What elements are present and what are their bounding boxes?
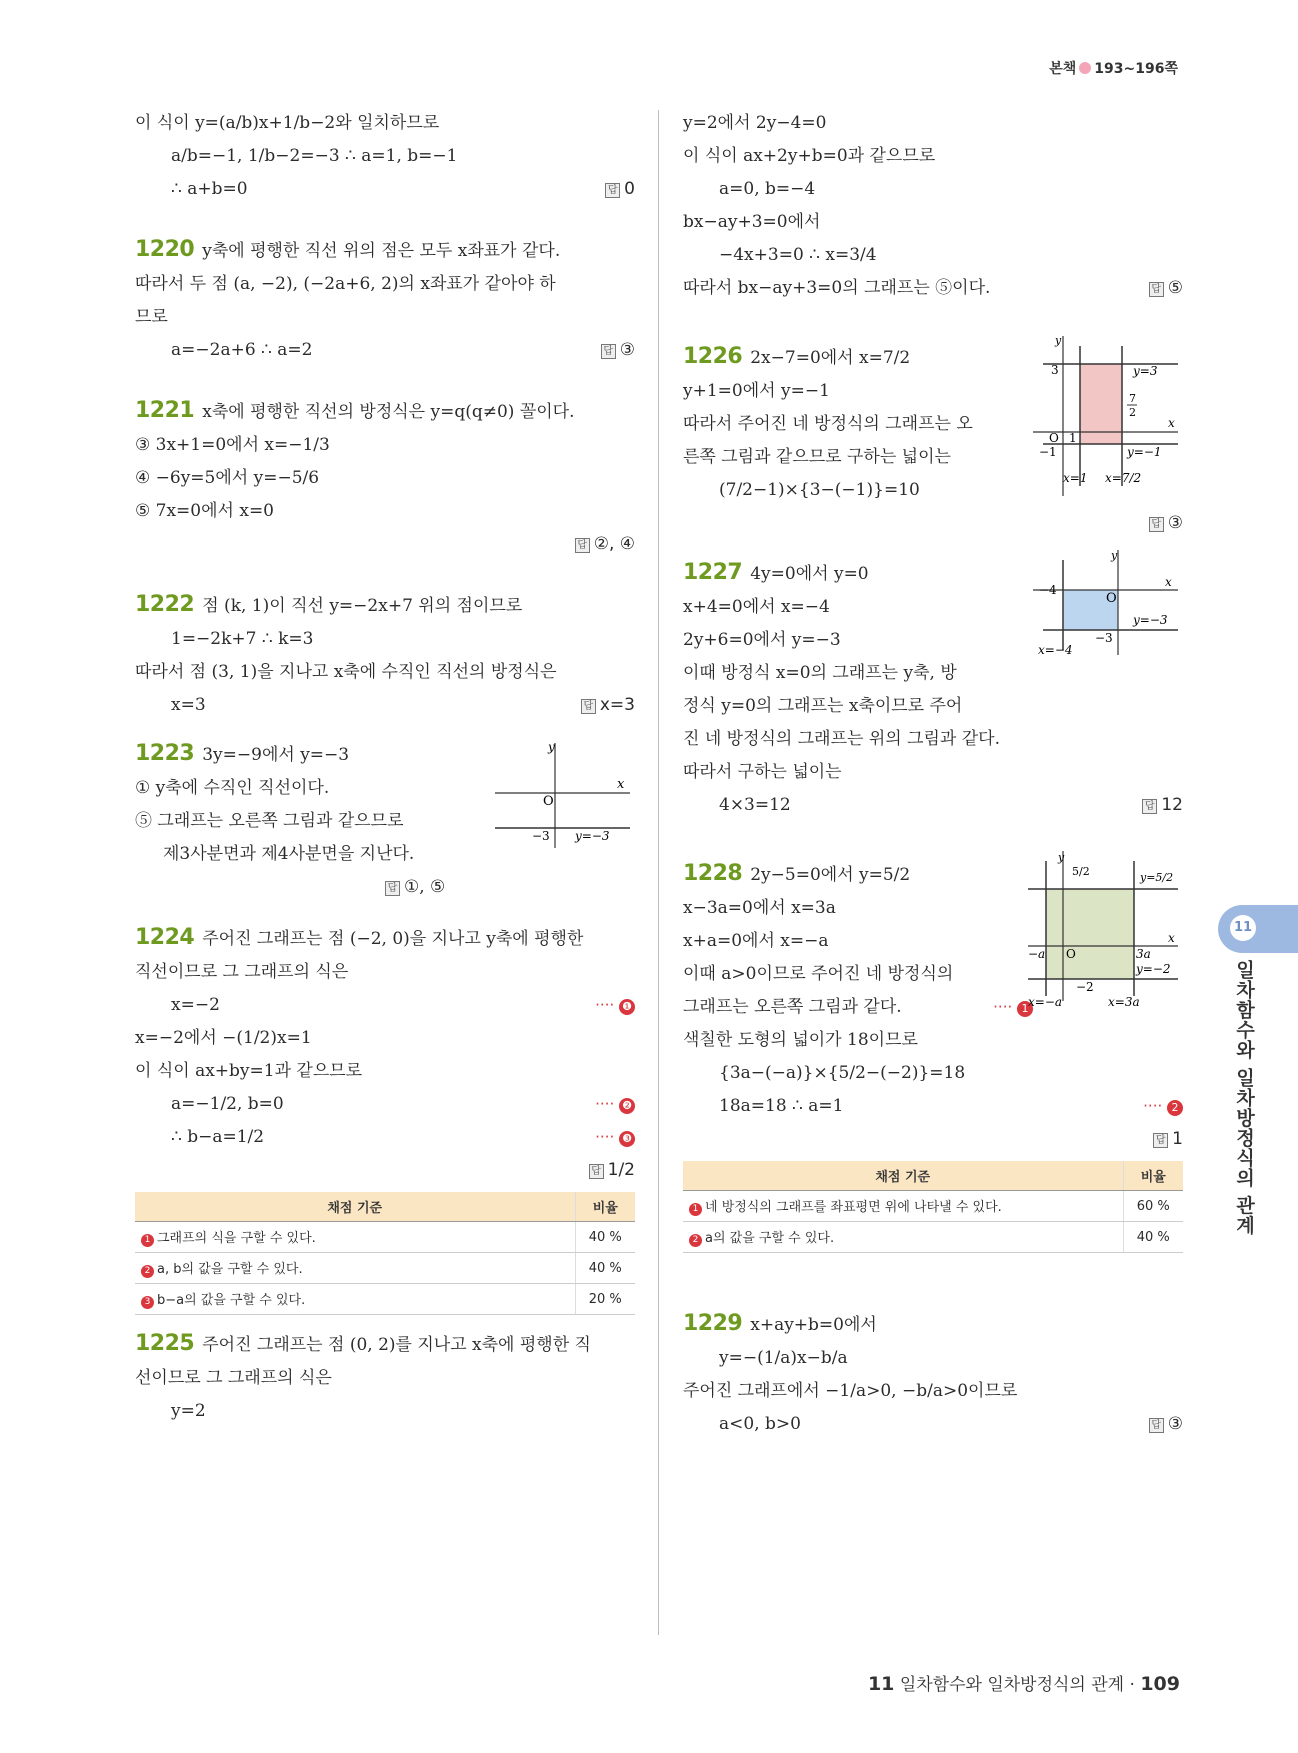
text-line: y=2: [171, 1401, 206, 1421]
problem-1226: [683, 336, 1183, 546]
answer-icon: 답: [1142, 799, 1157, 814]
text-line: 이때 a>0이므로 주어진 네 방정식의: [683, 964, 954, 984]
text-line: 주어진 그래프는 점 (0, 2)를 지나고 x축에 평행한 직: [202, 1335, 591, 1355]
answer: [385, 877, 445, 897]
problem-number: 1227: [683, 560, 743, 585]
text-line: ∴ a+b=0: [171, 179, 248, 199]
line-label: x=−4: [1038, 643, 1073, 657]
line-label: x=3a: [1108, 995, 1140, 1009]
text-line: x+a=0에서 x=−a: [683, 931, 829, 951]
step-2-icon: ❷: [619, 1098, 635, 1114]
text-line: 점 (k, 1)이 직선 y=−2x+7 위의 점이므로: [202, 596, 523, 616]
text-line: x=−2: [171, 995, 220, 1015]
text-line: 므로: [135, 307, 168, 327]
criteria-ratio: 40 %: [575, 1222, 635, 1253]
criteria-mark-icon: 1: [141, 1234, 154, 1247]
graph-1223: [495, 743, 635, 853]
text-line: ③ 3x+1=0에서 x=−1/3: [135, 435, 330, 455]
text-line: ① y축에 수직인 직선이다.: [135, 778, 330, 798]
text-line: 색칠한 도형의 넓이가 18이므로: [683, 1030, 918, 1050]
chapter-side-title: 일차함수와 일차방정식의 관계: [1233, 960, 1255, 1236]
problem-number: 1226: [683, 344, 743, 369]
table-row: [683, 1191, 1183, 1222]
fraction-den: 2: [1129, 406, 1136, 419]
answer: [581, 694, 635, 716]
column-divider: [658, 110, 659, 1635]
text-line: 주어진 그래프는 점 (−2, 0)을 지나고 y축에 평행한: [202, 929, 584, 949]
tick-label: 3a: [1136, 947, 1151, 961]
text-line: 이 식이 ax+by=1과 같으므로: [135, 1061, 363, 1081]
answer-icon: 답: [575, 538, 590, 553]
footer-title: 일차함수와 일차방정식의 관계: [899, 1675, 1125, 1695]
text-line: 정식 y=0의 그래프는 x축이므로 주어: [683, 696, 963, 716]
text-line: x=−2에서 −(1/2)x=1: [135, 1028, 312, 1048]
text-line: 따라서 bx−ay+3=0의 그래프는 ⑤이다.: [683, 278, 991, 298]
problem-1228: [683, 851, 1183, 1150]
axis-label-x: x: [1168, 931, 1175, 945]
tick-label: −3: [532, 829, 550, 843]
answer-value: 1/2: [607, 1160, 635, 1180]
answer: [1149, 512, 1183, 534]
answer-icon: 답: [589, 1164, 604, 1179]
tick-label: 5/2: [1072, 865, 1090, 878]
header-book: 본책: [1049, 61, 1077, 77]
answer: [1149, 1413, 1183, 1435]
chapter-tab-number: 11: [1230, 915, 1256, 941]
text-line: −4x+3=0 ∴ x=3/4: [719, 245, 877, 265]
answer: [1149, 277, 1183, 299]
problem-number: 1221: [135, 398, 195, 423]
tick-label: −1: [1039, 445, 1057, 459]
answer-value: 12: [1161, 795, 1183, 815]
table-row: [683, 1222, 1183, 1253]
answer: [1142, 794, 1183, 816]
step-marker: ···· ❸: [595, 1126, 635, 1148]
table-header: 채점 기준: [135, 1192, 575, 1222]
tick-label: −3: [1095, 631, 1113, 645]
graph-1228: [1028, 851, 1183, 1011]
answer-value: ②, ④: [593, 534, 635, 554]
right-column: [683, 112, 1183, 1446]
problem-1223: [135, 743, 635, 913]
text-line: bx−ay+3=0에서: [683, 212, 821, 232]
page-footer: [868, 1670, 1180, 1695]
tick-label: 3: [1051, 363, 1059, 377]
axis-label-x: x: [1165, 575, 1172, 589]
text-line: 3y=−9에서 y=−3: [202, 745, 350, 765]
answer: [605, 178, 635, 200]
answer-value: 1: [1172, 1129, 1183, 1149]
answer-value: x=3: [599, 695, 635, 715]
axis-label-x: x: [1168, 416, 1175, 430]
graph-1226: [1033, 336, 1183, 506]
text-line: ⑤ 7x=0에서 x=0: [135, 501, 275, 521]
answer-value: ①, ⑤: [404, 877, 446, 897]
problem-number: 1225: [135, 1331, 195, 1356]
axis-label-y: y: [1055, 336, 1062, 347]
page-header: [1049, 58, 1178, 78]
text-line: 1=−2k+7 ∴ k=3: [171, 629, 314, 649]
scoring-table: [683, 1161, 1183, 1253]
text-line: y+1=0에서 y=−1: [683, 381, 830, 401]
page-number: 109: [1140, 1673, 1180, 1695]
criteria-text: a, b의 값을 구할 수 있다.: [157, 1262, 303, 1277]
line-label: x=1: [1063, 471, 1088, 485]
text-line: 그래프는 오른쪽 그림과 같다.: [683, 997, 902, 1017]
table-header: 비율: [575, 1192, 635, 1222]
line-label: y=−2: [1136, 962, 1171, 976]
step-marker: ···· 1: [993, 996, 1033, 1018]
criteria-ratio: 60 %: [1123, 1191, 1183, 1222]
text-line: 따라서 주어진 네 방정식의 그래프는 오: [683, 414, 973, 434]
table-row: [135, 1284, 635, 1315]
text-line: a=−1/2, b=0: [171, 1094, 284, 1114]
text-line: a=−2a+6 ∴ a=2: [171, 340, 313, 360]
text-line: x−3a=0에서 x=3a: [683, 898, 836, 918]
answer-icon: 답: [1149, 1418, 1164, 1433]
step-marker: ···· ❷: [595, 1093, 635, 1115]
table-header: 비율: [1123, 1161, 1183, 1191]
step-2-icon: 2: [1167, 1100, 1183, 1116]
answer-value: ⑤: [1167, 278, 1183, 298]
text-line: x축에 평행한 직선의 방정식은 y=q(q≠0) 꼴이다.: [202, 402, 575, 422]
axis-label-y: y: [548, 743, 555, 754]
answer-value: ③: [619, 340, 635, 360]
origin-label: O: [1049, 431, 1059, 445]
text-line: x+ay+b=0에서: [750, 1315, 877, 1335]
text-line: 이 식이 ax+2y+b=0과 같으므로: [683, 146, 936, 166]
text-line: 른쪽 그림과 같으므로 구하는 넓이는: [683, 447, 951, 467]
step-marker: ···· ❶: [595, 994, 635, 1016]
text-line: 따라서 두 점 (a, −2), (−2a+6, 2)의 x좌표가 같아야 하: [135, 274, 556, 294]
text-line: y축에 평행한 직선 위의 점은 모두 x좌표가 같다.: [202, 241, 561, 261]
text-line: y=−(1/a)x−b/a: [719, 1348, 848, 1368]
left-column: [135, 112, 635, 1433]
answer: [601, 339, 635, 361]
criteria-text: 그래프의 식을 구할 수 있다.: [157, 1231, 316, 1246]
tick-label: −a: [1028, 947, 1046, 961]
answer-value: 0: [624, 179, 635, 199]
axis-label-y: y: [1111, 550, 1118, 562]
header-pages: 193~196쪽: [1094, 61, 1178, 77]
line-label: x=−a: [1028, 995, 1063, 1009]
problem-number: 1220: [135, 237, 195, 262]
footer-chapter: 11: [867, 1673, 895, 1695]
line-label: y=−1: [1127, 445, 1162, 459]
answer-value: ③: [1167, 513, 1183, 533]
criteria-mark-icon: 2: [141, 1265, 154, 1278]
criteria-ratio: 40 %: [1123, 1222, 1183, 1253]
line-label: y=−3: [575, 829, 610, 843]
text-line: 4y=0에서 y=0: [750, 564, 869, 584]
answer-icon: 답: [1149, 282, 1164, 297]
problem-number: 1222: [135, 592, 195, 617]
text-line: a/b=−1, 1/b−2=−3 ∴ a=1, b=−1: [171, 146, 458, 166]
text-line: 주어진 그래프에서 −1/a>0, −b/a>0이므로: [683, 1381, 1018, 1401]
problem-1227: [683, 550, 1183, 816]
answer-value: ③: [1167, 1414, 1183, 1434]
step-3-icon: ❸: [619, 1131, 635, 1147]
line-label: y=5/2: [1140, 871, 1174, 884]
text-line: 선이므로 그 그래프의 식은: [135, 1368, 332, 1388]
text-line: 2y+6=0에서 y=−3: [683, 630, 841, 650]
text-line: 따라서 점 (3, 1)을 지나고 x축에 수직인 직선의 방정식은: [135, 662, 557, 682]
text-line: 이때 방정식 x=0의 그래프는 y축, 방: [683, 663, 957, 683]
footer-separator: ·: [1129, 1675, 1135, 1695]
answer-icon: 답: [601, 344, 616, 359]
origin-label: O: [1066, 947, 1076, 961]
criteria-mark-icon: 3: [141, 1296, 154, 1309]
step-1-icon: 1: [1017, 1001, 1033, 1017]
text-line: ⑤ 그래프는 오른쪽 그림과 같으므로: [135, 811, 404, 831]
line-label: x=7/2: [1105, 471, 1142, 485]
step-marker: ···· 2: [1143, 1095, 1183, 1117]
answer-icon: 답: [1149, 517, 1164, 532]
shaded-region: [1046, 889, 1134, 979]
answer: [575, 533, 635, 555]
answer-icon: 답: [581, 699, 596, 714]
problem-number: 1223: [135, 741, 195, 766]
text-line: ④ −6y=5에서 y=−5/6: [135, 468, 320, 488]
text-line: x+4=0에서 x=−4: [683, 597, 830, 617]
answer-icon: 답: [385, 881, 400, 896]
text-line: ∴ b−a=1/2: [171, 1127, 265, 1147]
problem-number: 1229: [683, 1311, 743, 1336]
answer: [1153, 1128, 1183, 1150]
fraction-num: 7: [1129, 392, 1136, 405]
answer-icon: 답: [1153, 1133, 1168, 1148]
text-line: 진 네 방정식의 그래프는 위의 그림과 같다.: [683, 729, 1001, 749]
text-line: a<0, b>0: [719, 1414, 801, 1434]
text-line: x=3: [171, 695, 206, 715]
text-line: {3a−(−a)}×{5/2−(−2)}=18: [719, 1063, 966, 1083]
scoring-table: [135, 1192, 635, 1315]
text-line: 18a=18 ∴ a=1: [719, 1096, 844, 1116]
origin-label: O: [1106, 591, 1117, 606]
criteria-text: 네 방정식의 그래프를 좌표평면 위에 나타낼 수 있다.: [705, 1200, 1002, 1215]
line-label: y=−3: [1133, 613, 1168, 627]
answer-icon: 답: [605, 183, 620, 198]
problem-number: 1228: [683, 861, 743, 886]
text-line: (7/2−1)×{3−(−1)}=10: [719, 480, 920, 500]
tick-label: −2: [1076, 980, 1094, 994]
axis-label-x: x: [617, 777, 625, 792]
tick-label: −4: [1039, 583, 1057, 597]
table-row: [135, 1253, 635, 1284]
criteria-text: a의 값을 구할 수 있다.: [705, 1231, 835, 1246]
axis-label-y: y: [1058, 851, 1065, 864]
line-label: y=3: [1133, 364, 1158, 378]
criteria-mark-icon: 2: [689, 1234, 702, 1247]
criteria-mark-icon: 1: [689, 1203, 702, 1216]
graph-1227: [1033, 550, 1183, 660]
step-1-icon: ❶: [619, 999, 635, 1015]
text-line: a=0, b=−4: [719, 179, 816, 199]
text-line: 따라서 구하는 넓이는: [683, 762, 842, 782]
problem-number: 1224: [135, 925, 195, 950]
tick-label: 1: [1069, 431, 1077, 445]
table-row: [135, 1222, 635, 1253]
text-line: 4×3=12: [719, 795, 791, 815]
text-line: 제3사분면과 제4사분면을 지난다.: [163, 844, 415, 864]
table-header: 채점 기준: [683, 1161, 1123, 1191]
criteria-text: b−a의 값을 구할 수 있다.: [157, 1293, 306, 1308]
answer: [589, 1159, 635, 1181]
text-line: 2x−7=0에서 x=7/2: [750, 348, 911, 368]
criteria-ratio: 40 %: [575, 1253, 635, 1284]
chapter-tab: [1218, 905, 1298, 953]
text-line: 직선이므로 그 그래프의 식은: [135, 962, 349, 982]
text-line: 2y−5=0에서 y=5/2: [750, 865, 911, 885]
text-line: 이 식이 y=(a/b)x+1/b−2와 일치하므로: [135, 113, 440, 133]
criteria-ratio: 20 %: [575, 1284, 635, 1315]
header-dot-icon: [1079, 62, 1091, 74]
origin-label: O: [543, 794, 554, 809]
text-line: y=2에서 2y−4=0: [683, 113, 827, 133]
